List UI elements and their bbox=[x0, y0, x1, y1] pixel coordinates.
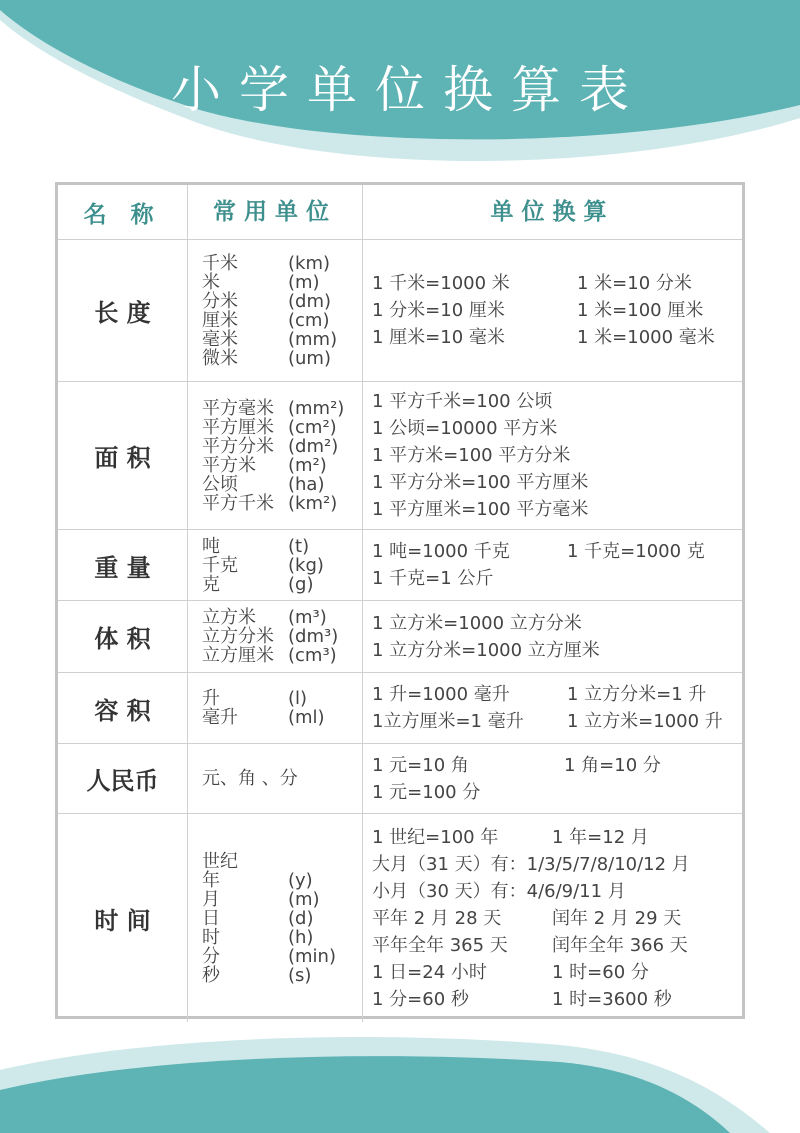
conversion-rule: 1 千克=1000 克 bbox=[567, 541, 705, 562]
unit-name: 时 bbox=[202, 926, 220, 948]
unit-name: 升 bbox=[202, 688, 220, 709]
unit-item bbox=[202, 311, 362, 330]
header-name: 名 称 bbox=[58, 185, 188, 239]
conversion-line bbox=[372, 986, 742, 1013]
conversion-rule: 小月（30 天）有：4/6/9/11 月 bbox=[372, 880, 626, 902]
unit-symbol: (min) bbox=[288, 945, 336, 967]
unit-item bbox=[202, 769, 362, 788]
unit-symbol: (t) bbox=[288, 535, 310, 557]
table-row bbox=[58, 673, 742, 744]
unit-symbol: (l) bbox=[288, 688, 308, 709]
unit-symbol: (km) bbox=[288, 252, 331, 274]
unit-symbol: (m) bbox=[288, 271, 320, 293]
conversion-rule: 1 时=60 分 bbox=[552, 961, 649, 983]
unit-symbol: (g) bbox=[288, 573, 314, 595]
category-name: 体 积 bbox=[58, 601, 188, 672]
unit-item bbox=[202, 254, 362, 273]
unit-symbol: (m³) bbox=[288, 607, 327, 628]
unit-name: 厘米 bbox=[202, 309, 238, 331]
category-name: 时 间 bbox=[58, 814, 188, 1022]
unit-name: 分 bbox=[202, 945, 220, 967]
conversion-line bbox=[372, 388, 742, 415]
conversion-rule: 1 世纪=100 年 bbox=[372, 826, 499, 848]
conversion-rule: 1 分=60 秒 bbox=[372, 988, 469, 1010]
unit-name: 元、角 、分 bbox=[202, 768, 298, 789]
conversion-line bbox=[372, 708, 742, 735]
conversion-rule: 1 厘米=10 毫米 bbox=[372, 327, 505, 348]
category-name: 重 量 bbox=[58, 530, 188, 600]
unit-symbol: (d) bbox=[288, 907, 314, 929]
conversion-rule: 平年全年 365 天 bbox=[372, 934, 508, 956]
unit-item bbox=[202, 708, 362, 727]
conversion-line bbox=[372, 297, 742, 324]
conversion-rule: 1 平方分米=100 平方厘米 bbox=[372, 472, 589, 493]
conversion-cell bbox=[363, 530, 742, 600]
unit-symbol: (dm²) bbox=[288, 435, 339, 457]
unit-item bbox=[202, 399, 362, 418]
conversion-line bbox=[372, 779, 742, 806]
conversion-rule: 大月（31 天）有：1/3/5/7/8/10/12 月 bbox=[372, 853, 690, 875]
conversion-line bbox=[372, 878, 742, 905]
conversion-rule: 1 角=10 分 bbox=[564, 754, 661, 776]
conversion-cell bbox=[363, 744, 742, 813]
conversion-line bbox=[372, 905, 742, 932]
conversion-rule: 1 吨=1000 千克 bbox=[372, 541, 510, 562]
unit-item bbox=[202, 871, 362, 890]
unit-name: 克 bbox=[202, 573, 220, 595]
conversion-cell bbox=[363, 673, 742, 743]
unit-symbol: (kg) bbox=[288, 554, 324, 576]
unit-symbol: (km²) bbox=[288, 492, 338, 514]
conversion-line bbox=[372, 959, 742, 986]
table-row bbox=[58, 382, 742, 530]
unit-item bbox=[202, 608, 362, 627]
unit-name: 公顷 bbox=[202, 473, 238, 495]
conversion-line bbox=[372, 610, 742, 637]
conversion-rule: 1 分米=10 厘米 bbox=[372, 300, 505, 321]
unit-symbol: (ml) bbox=[288, 707, 325, 728]
unit-item bbox=[202, 475, 362, 494]
unit-item bbox=[202, 890, 362, 909]
unit-symbol: (cm²) bbox=[288, 416, 337, 438]
unit-item bbox=[202, 947, 362, 966]
unit-name: 立方米 bbox=[202, 607, 256, 628]
unit-symbol: (cm³) bbox=[288, 645, 337, 666]
conversion-line bbox=[372, 442, 742, 469]
conversion-rule: 闰年全年 366 天 bbox=[552, 934, 688, 956]
unit-item bbox=[202, 852, 362, 871]
conversion-rule: 1 时=3600 秒 bbox=[552, 988, 672, 1010]
conversion-line bbox=[372, 565, 742, 592]
unit-name: 世纪 bbox=[202, 850, 238, 872]
conversion-rule: 1 元=10 角 bbox=[372, 754, 469, 776]
unit-symbol: (y) bbox=[288, 869, 313, 891]
table-row bbox=[58, 744, 742, 814]
unit-name: 分米 bbox=[202, 290, 238, 312]
category-name: 人民币 bbox=[58, 744, 188, 813]
conversion-line bbox=[372, 270, 742, 297]
table-row bbox=[58, 530, 742, 601]
unit-symbol: (dm) bbox=[288, 290, 332, 312]
unit-symbol: (mm²) bbox=[288, 397, 345, 419]
page-title: 小学单位换算表 bbox=[171, 61, 647, 119]
unit-name: 平方毫米 bbox=[202, 397, 274, 419]
unit-item bbox=[202, 646, 362, 665]
conversion-line bbox=[372, 637, 742, 664]
unit-symbol: (um) bbox=[288, 347, 331, 369]
unit-name: 立方厘米 bbox=[202, 645, 274, 666]
unit-name: 微米 bbox=[202, 347, 238, 369]
unit-name: 千米 bbox=[202, 252, 238, 274]
conversion-rule: 闰年 2 月 29 天 bbox=[552, 907, 682, 929]
unit-item bbox=[202, 494, 362, 513]
conversion-line bbox=[372, 496, 742, 523]
conversion-rule: 1 米=1000 毫米 bbox=[577, 327, 715, 348]
unit-name: 日 bbox=[202, 907, 220, 929]
unit-symbol: (h) bbox=[288, 926, 314, 948]
unit-name: 立方分米 bbox=[202, 626, 274, 647]
conversion-rule: 1 平方米=100 平方分米 bbox=[372, 445, 571, 466]
conversion-line bbox=[372, 932, 742, 959]
conversion-rule: 1 日=24 小时 bbox=[372, 961, 487, 983]
conversion-rule: 1 千米=1000 米 bbox=[372, 273, 510, 294]
unit-symbol: (dm³) bbox=[288, 626, 339, 647]
conversion-line bbox=[372, 752, 742, 779]
conversion-line bbox=[372, 324, 742, 351]
unit-name: 月 bbox=[202, 888, 220, 910]
unit-item bbox=[202, 575, 362, 594]
conversion-rule: 1 米=10 分米 bbox=[577, 273, 692, 294]
unit-name: 平方米 bbox=[202, 454, 256, 476]
conversion-cell bbox=[363, 601, 742, 672]
unit-item bbox=[202, 689, 362, 708]
conversion-rule: 1 立方米=1000 升 bbox=[567, 711, 723, 732]
unit-symbol: (m²) bbox=[288, 454, 327, 476]
conversion-rule: 1 升=1000 毫升 bbox=[372, 684, 510, 705]
conversion-rule: 1 平方千米=100 公顷 bbox=[372, 391, 553, 412]
conversion-rule: 1 立方米=1000 立方分米 bbox=[372, 612, 582, 634]
unit-symbol: (m) bbox=[288, 888, 320, 910]
unit-item bbox=[202, 537, 362, 556]
table-row bbox=[58, 601, 742, 673]
unit-item bbox=[202, 909, 362, 928]
conversion-cell bbox=[363, 814, 742, 1022]
units-cell bbox=[188, 744, 363, 813]
conversion-line bbox=[372, 538, 742, 565]
unit-item bbox=[202, 292, 362, 311]
conversion-rule: 1 千克=1 公斤 bbox=[372, 568, 494, 589]
unit-item bbox=[202, 456, 362, 475]
units-cell bbox=[188, 240, 363, 381]
conversion-cell bbox=[363, 382, 742, 529]
units-cell bbox=[188, 530, 363, 600]
conversion-rule: 1 平方厘米=100 平方毫米 bbox=[372, 499, 589, 520]
category-name: 面 积 bbox=[58, 382, 188, 529]
conversion-rule: 1 米=100 厘米 bbox=[577, 300, 704, 321]
unit-symbol: (cm) bbox=[288, 309, 330, 331]
unit-symbol: (ha) bbox=[288, 473, 325, 495]
conversion-table bbox=[55, 182, 745, 1019]
units-cell bbox=[188, 673, 363, 743]
conversion-rule: 1 公顷=10000 平方米 bbox=[372, 418, 558, 439]
table-row bbox=[58, 240, 742, 382]
conversion-line bbox=[372, 681, 742, 708]
unit-name: 平方分米 bbox=[202, 435, 274, 457]
category-name: 长 度 bbox=[58, 240, 188, 381]
conversion-rule: 1 元=100 分 bbox=[372, 781, 481, 803]
unit-item bbox=[202, 330, 362, 349]
unit-item bbox=[202, 966, 362, 985]
category-name: 容 积 bbox=[58, 673, 188, 743]
conversion-rule: 平年 2 月 28 天 bbox=[372, 907, 502, 929]
units-cell bbox=[188, 814, 363, 1022]
footer-wave-decoration bbox=[0, 1030, 800, 1133]
unit-name: 年 bbox=[202, 869, 220, 891]
conversion-line bbox=[372, 851, 742, 878]
unit-item bbox=[202, 627, 362, 646]
conversion-line bbox=[372, 824, 742, 851]
unit-symbol: (s) bbox=[288, 964, 312, 986]
conversion-line bbox=[372, 469, 742, 496]
unit-name: 平方千米 bbox=[202, 492, 274, 514]
conversion-rule: 1立方厘米=1 毫升 bbox=[372, 711, 524, 732]
unit-name: 毫升 bbox=[202, 707, 238, 728]
table-row bbox=[58, 814, 742, 1022]
header-units: 常用单位 bbox=[188, 185, 363, 239]
unit-name: 秒 bbox=[202, 964, 220, 986]
conversion-rule: 1 年=12 月 bbox=[552, 826, 649, 848]
unit-item bbox=[202, 418, 362, 437]
units-cell bbox=[188, 601, 363, 672]
conversion-cell bbox=[363, 240, 742, 381]
unit-item bbox=[202, 349, 362, 368]
conversion-rule: 1 立方分米=1000 立方厘米 bbox=[372, 639, 600, 661]
unit-symbol: (mm) bbox=[288, 328, 338, 350]
unit-item bbox=[202, 928, 362, 947]
conversion-rule: 1 立方分米=1 升 bbox=[567, 684, 707, 705]
units-cell bbox=[188, 382, 363, 529]
unit-name: 千克 bbox=[202, 554, 238, 576]
unit-name: 毫米 bbox=[202, 328, 238, 350]
header-conversion: 单位换算 bbox=[490, 198, 615, 225]
unit-item bbox=[202, 556, 362, 575]
unit-item bbox=[202, 437, 362, 456]
unit-name: 吨 bbox=[202, 535, 220, 557]
table-header bbox=[58, 185, 742, 240]
unit-name: 平方厘米 bbox=[202, 416, 274, 438]
conversion-line bbox=[372, 415, 742, 442]
unit-name: 米 bbox=[202, 271, 220, 293]
unit-item bbox=[202, 273, 362, 292]
